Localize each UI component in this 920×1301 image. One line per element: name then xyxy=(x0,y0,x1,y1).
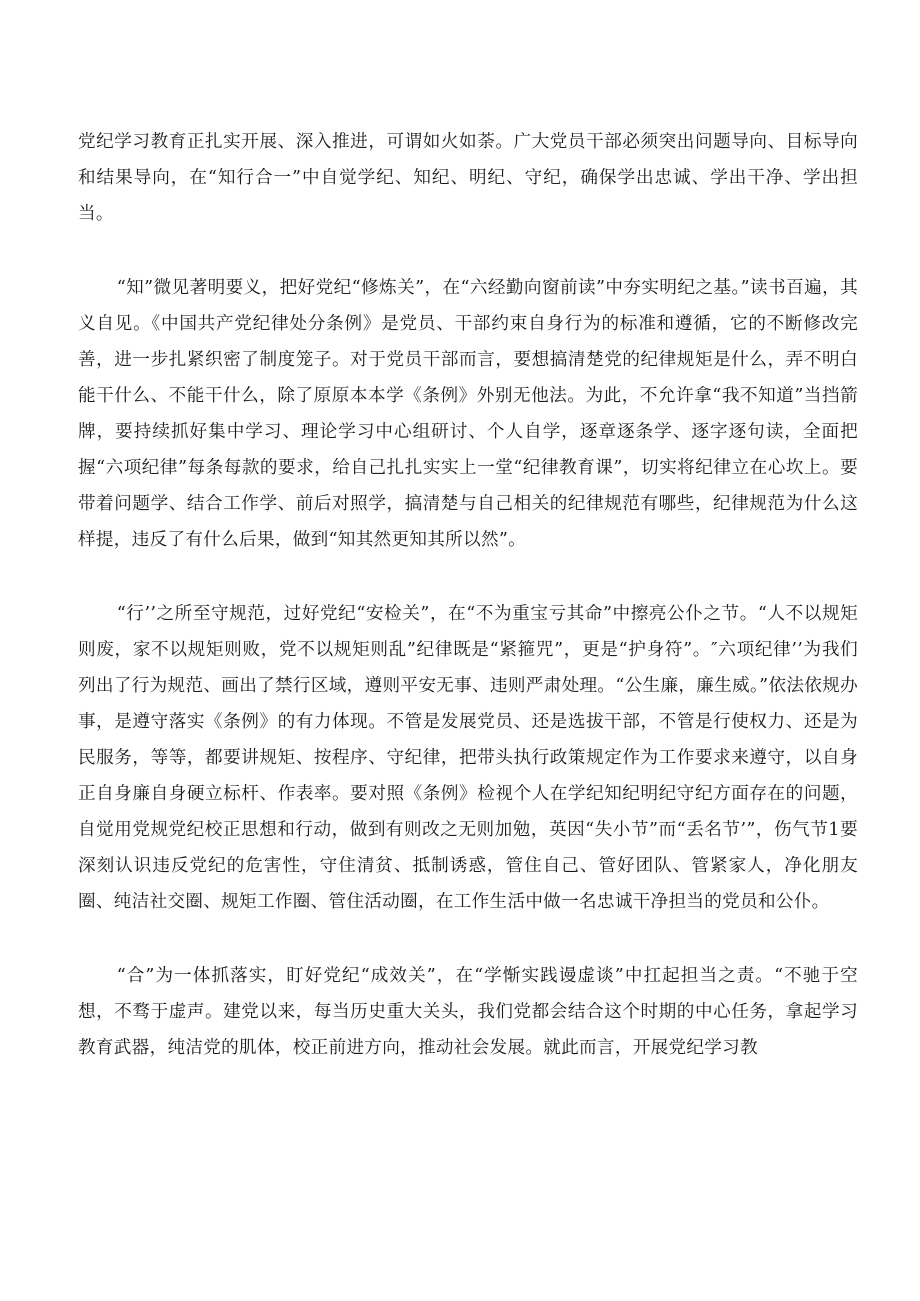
paragraph-intro: 党纪学习教育正扎实开展、深入推进，可谓如火如荼。广大党员干部必须突出问题导向、目标导向和结果导向，在“知行合一”中自觉学纪、知纪、明纪、守纪，确保学出忠诚、学出干净、学出担当。 xyxy=(78,132,858,224)
document-body xyxy=(78,124,858,1066)
paragraph-know: “知”微见著明要义，把好党纪“修炼关”，在“六经勤向窗前读”中夯实明纪之基。”读书百遍，其义自见。《中国共产党纪律处分条例》是党员、干部约束自身行为的标准和遵循，它的不断修改完善，进一步扎紧织密了制度笼子。对于党员干部而言，要想搞清楚党的纪律规矩是什么，弄不明白能干什么、不能干什么，除了原原本本学《条例》外别无他法。为此，不允许拿“我不知道”当挡箭牌，要持续抓好集中学习、理论学习中心组研讨、个人自学，逐章逐条学、逐字逐句读，全面把握“六项纪律”每条每款的要求，给自己扎扎实实上一堂“纪律教育课”，切实将纪律立在心坎上。要带着问题学、结合工作学、前后对照学，搞清楚与自己相关的纪律规范有哪些，纪律规范为什么这样提，违反了有什么后果，做到“知其然更知其所以然”。 xyxy=(78,278,858,550)
paragraph-unite: “合”为一体抓落实，盯好党纪“成效关”，在“学惭实践谩虚谈”中扛起担当之责。“不驰于空想，不骛于虚声。建党以来，每当历史重大关头，我们党都会结合这个时期的中心任务，拿起学习教育武器，纯洁党的肌体，校正前进方向，推动社会发展。就此而言，开展党纪学习教 xyxy=(78,966,858,1058)
paragraph-act: “行’’之所至守规范，过好党纪“安检关”，在“不为重宝亏其命”中擦亮公仆之节。“人不以规矩则废，家不以规矩则败，党不以规矩则乱”纪律既是“紧箍咒”，更是“护身符”。″六项纪律’’为我们列出了行为规范、画出了禁行区域，遵则平安无事、违则严肃处理。“公生廉，廉生威。”依法依规办事，是遵守落实《条例》的有力体现。不管是发展党员、还是选拔干部，不管是行使权力、还是为民服务，等等，都要讲规矩、按程序、守纪律，把带头执行政策规定作为工作要求来遵守，以自身正自身廉自身硬立标杆、作表率。要对照《条例》检视个人在学纪知纪明纪守纪方面存在的问题，自觉用党规党纪校正思想和行动，做到有则改之无则加勉，英因“失小节”而“丢名节’”，伤气节1要深刻认识违反党纪的危害性，守住清贫、抵制诱惑，管住自己、管好团队、管紧家人，净化朋友圈、纯洁社交圈、规矩工作圈、管住活动圈，在工作生活中做一名忠诚干净担当的党员和公仆。 xyxy=(78,604,858,912)
